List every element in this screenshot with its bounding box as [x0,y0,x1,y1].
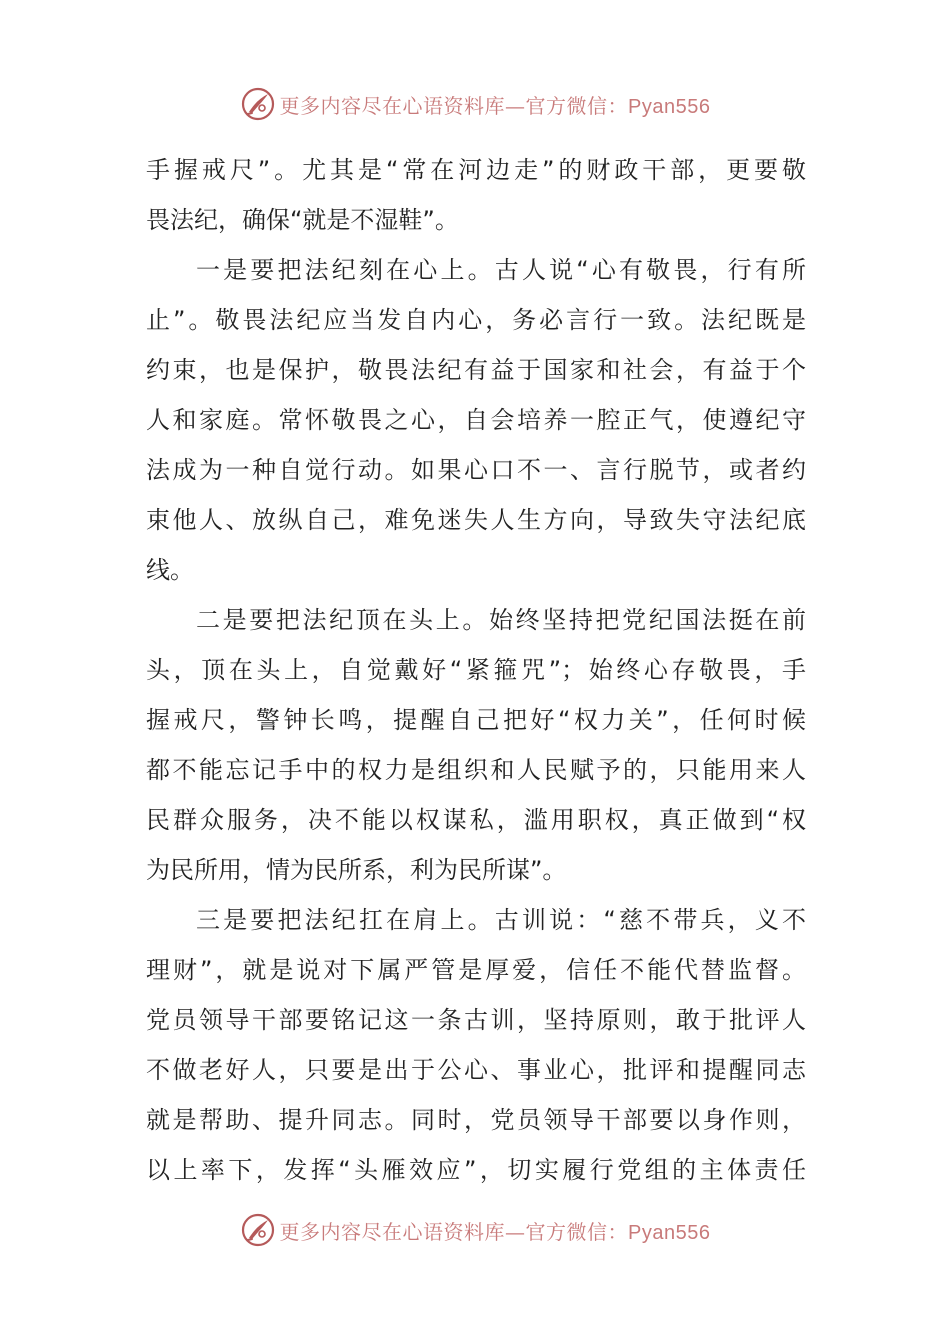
paragraph [146,595,806,895]
header-watermark [0,82,950,126]
watermark-text [280,90,711,119]
text-line: 畏法纪，确保“就是不湿鞋”。 [146,206,459,234]
document-body [146,145,806,1195]
watermark-text [280,1216,711,1245]
watermark-label: 官方微信： [525,1219,629,1244]
text-line: 不做老好人，只要是出于公心、事业心，批评和提醒同志 [146,1056,806,1084]
text-line: 党员领导干部要铭记这一条古训，坚持原则，敢于批评人 [146,1006,806,1034]
text-line: 约束，也是保护，敬畏法纪有益于国家和社会，有益于个 [146,356,806,384]
pen-logo-icon [240,86,276,122]
pen-logo-icon [240,1212,276,1248]
text-line: 手握戒尺”。尤其是“常在河边走”的财政干部，更要敬 [146,156,806,184]
text-line: 为民所用，情为民所系，利为民所谋”。 [146,856,567,884]
paragraph [146,895,806,1195]
footer-watermark [0,1208,950,1252]
text-line: 都不能忘记手中的权力是组织和人民赋予的，只能用来人 [146,756,806,784]
watermark-account: Pyan556 [628,1221,711,1244]
text-line: 一是要把法纪刻在心上。古人说“心有敬畏，行有所 [196,256,806,284]
watermark-label: 官方微信： [525,93,629,118]
text-line: 线。 [146,556,194,584]
text-line: 就是帮助、提升同志。同时，党员领导干部要以身作则， [146,1106,806,1134]
watermark-account: Pyan556 [628,95,711,118]
paragraph [146,245,806,595]
text-line: 法成为一种自觉行动。如果心口不一、言行脱节，或者约 [146,456,806,484]
text-line: 以上率下，发挥“头雁效应”，切实履行党组的主体责任 [146,1156,806,1184]
text-line: 止”。敬畏法纪应当发自内心，务必言行一致。法纪既是 [146,306,806,334]
watermark-prefix: 更多内容尽在心语资料库 [279,1219,506,1244]
watermark-separator: — [505,93,526,118]
text-line: 握戒尺，警钟长鸣，提醒自己把好“权力关”，任何时候 [146,706,806,734]
text-line: 理财”，就是说对下属严管是厚爱，信任不能代替监督。 [146,956,806,984]
text-line: 头，顶在头上，自觉戴好“紧箍咒”；始终心存敬畏，手 [146,656,806,684]
watermark-prefix: 更多内容尽在心语资料库 [279,93,506,118]
text-line: 三是要把法纪扛在肩上。古训说：“慈不带兵，义不 [196,906,806,934]
watermark-separator: — [505,1219,526,1244]
paragraph [146,145,806,245]
text-line: 束他人、放纵自己，难免迷失人生方向，导致失守法纪底 [146,506,806,534]
text-line: 民群众服务，决不能以权谋私，滥用职权，真正做到“权 [146,806,806,834]
text-line: 人和家庭。常怀敬畏之心，自会培养一腔正气，使遵纪守 [146,406,806,434]
text-line: 二是要把法纪顶在头上。始终坚持把党纪国法挺在前 [196,606,806,634]
